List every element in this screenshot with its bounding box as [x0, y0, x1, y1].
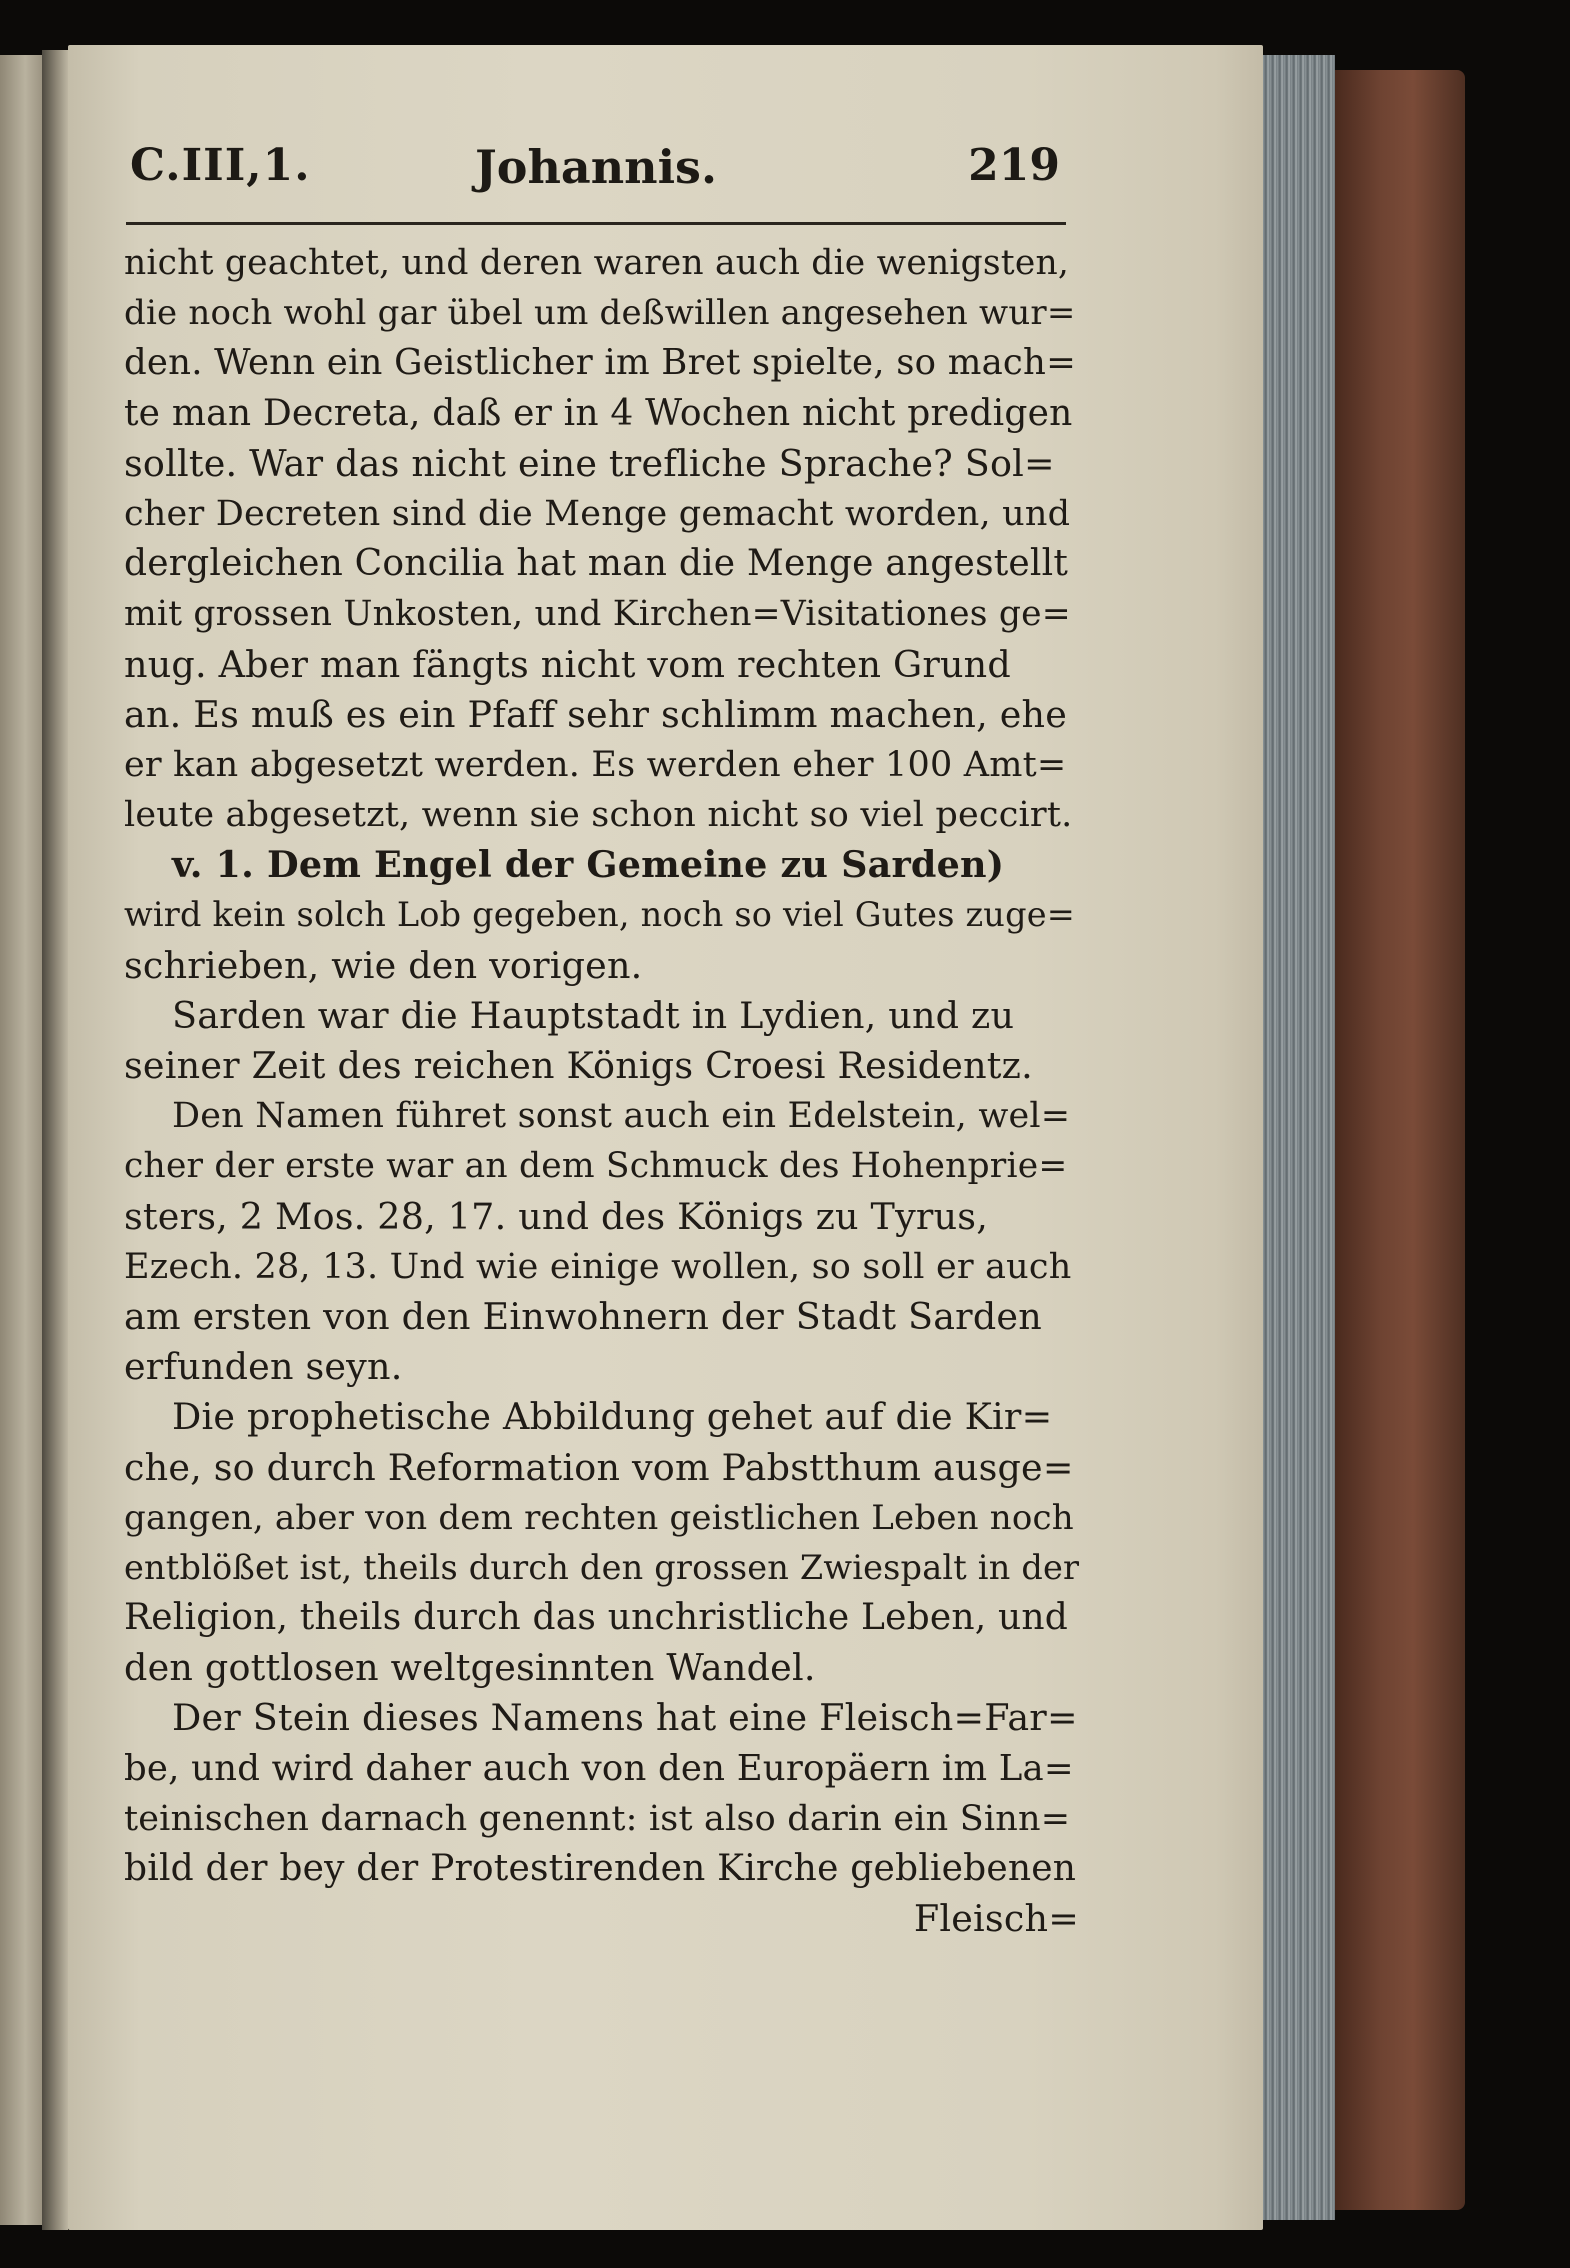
text-line: am ersten von den Einwohnern der Stadt Sarden — [124, 1294, 1042, 1338]
catchword-line — [124, 1894, 1079, 1944]
facing-page-edge — [0, 55, 42, 2225]
book-title: Johannis. — [475, 140, 717, 194]
text-line: Religion, theils durch das unchristliche Leben, und — [124, 1597, 1069, 1639]
body-text — [124, 238, 1079, 1944]
text-line: sters, 2 Mos. 28, 17. und des Königs zu Tyrus, — [124, 1194, 989, 1238]
text-line: an. Es muß es ein Pfaff sehr schlimm machen, ehe — [124, 692, 1068, 736]
text-line: mit grossen Unkosten, und Kirchen=Visitationes ge= — [124, 594, 1071, 635]
text-line: schrieben, wie den vorigen. — [124, 943, 643, 987]
text-line: gangen, aber von dem rechten geistlichen Leben noch — [124, 1497, 1074, 1538]
chapter-reference: C.III,1. — [130, 140, 311, 191]
text-line: be, und wird daher auch von den Europäern im La= — [124, 1747, 1074, 1789]
header-rule — [126, 222, 1066, 225]
text-line: nicht geachtet, und deren waren auch die wenigsten, — [124, 243, 1070, 283]
text-line: die noch wohl gar übel um deßwillen angesehen wur= — [124, 293, 1076, 334]
paragraph-start: Den Namen führet sonst auch ein Edelstein, wel= — [172, 1096, 1071, 1137]
text-line: teinischen darnach genennt: ist also darin ein Sinn= — [124, 1798, 1071, 1839]
text-line: wird kein solch Lob gegeben, noch so viel Gutes zuge= — [124, 895, 1076, 935]
text-line: sollte. War das nicht eine trefliche Sprache? Sol= — [124, 441, 1055, 485]
text-line: leute abgesetzt, wenn sie schon nicht so viel peccirt. — [124, 795, 1073, 836]
book-cover — [1335, 70, 1465, 2210]
text-line: seiner Zeit des reichen Königs Croesi Residentz. — [124, 1044, 1033, 1087]
running-head — [130, 140, 1060, 210]
text-line: entblößet ist, theils durch den grossen Zwiespalt in der — [124, 1547, 1080, 1587]
paragraph-start: Die prophetische Abbildung gehet auf die Kir= — [172, 1395, 1053, 1439]
text-line: den. Wenn ein Geistlicher im Bret spielte, so mach= — [124, 342, 1077, 384]
text-line: cher der erste war an dem Schmuck des Hohenprie= — [124, 1146, 1068, 1187]
text-line: Ezech. 28, 13. Und wie einige wollen, so soll er auch — [124, 1246, 1072, 1287]
text-line: te man Decreta, daß er in 4 Wochen nicht predigen — [124, 392, 1073, 434]
paragraph-start: Sarden war die Hauptstadt in Lydien, und zu — [172, 993, 1015, 1037]
text-line: che, so durch Reformation vom Pabstthum ausge= — [124, 1445, 1074, 1489]
text-line: nug. Aber man fängts nicht vom rechten Grund — [124, 642, 1011, 686]
catchword: Fleisch= — [913, 1897, 1079, 1941]
text-line: den gottlosen weltgesinnten Wandel. — [124, 1646, 816, 1690]
text-line: cher Decreten sind die Menge gemacht worden, und — [124, 493, 1071, 534]
page-number: 219 — [968, 140, 1060, 191]
book-gutter — [42, 50, 68, 2230]
text-line: er kan abgesetzt werden. Es werden eher 100 Amt= — [124, 744, 1067, 785]
text-line: erfunden seyn. — [124, 1345, 403, 1389]
text-line: dergleichen Concilia hat man die Menge angestellt — [124, 543, 1069, 585]
background — [1465, 60, 1570, 2268]
page-block-edge — [1263, 55, 1335, 2220]
text-line: bild der bey der Protestirenden Kirche gebliebenen — [124, 1848, 1077, 1889]
verse-heading: v. 1. Dem Engel der Gemeine zu Sarden) — [172, 843, 1005, 887]
paragraph-start: Der Stein dieses Namens hat eine Fleisch=Far= — [172, 1696, 1078, 1740]
